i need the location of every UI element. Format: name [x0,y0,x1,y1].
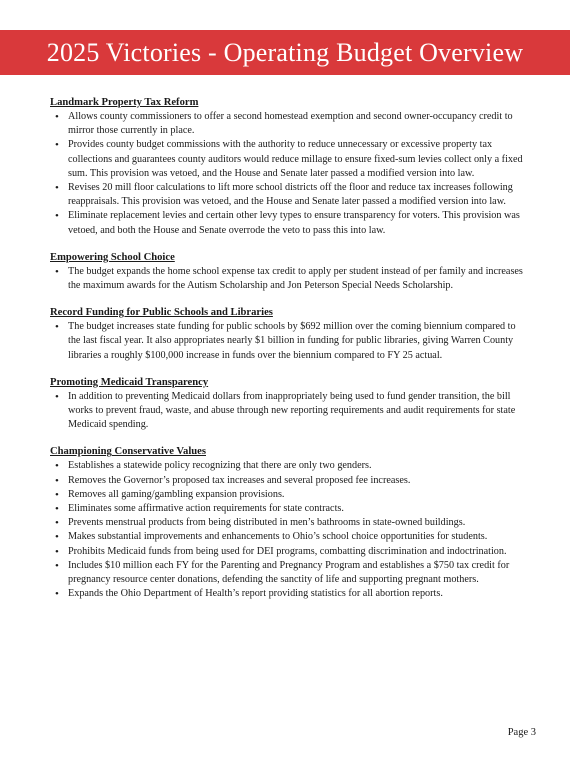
list-item: • Includes $10 million each FY for the Parenting and Pregnancy Program and establishes a $750 tax credit for pregnancy resource center donations, defending the sanctity of life and supporting pregnant mothers. [68,559,530,587]
list-item: • Makes substantial improvements and enhancements to Ohio’s school choice opportunities for students. [68,530,530,544]
section-medicaid-transparency [50,376,530,433]
list-item: • Provides county budget commissions with the authority to reduce unnecessary or excessive property tax collections and guarantees county auditors would reduce millage to ensure fixed-sum levies collect only a fixed sum. This provision was vetoed, and the House and Senate later passed a modified version into law. [68,138,530,181]
section-heading: Promoting Medicaid Transparency [50,376,209,388]
list-item: • Removes the Governor’s proposed tax increases and several proposed fee increases. [68,474,530,488]
list-item: • Prevents menstrual products from being distributed in men’s bathrooms in state-owned buildings. [68,516,530,530]
page-number: Page 3 [507,727,536,738]
list-item: • Eliminates some affirmative action requirements for state contracts. [68,502,530,516]
section-conservative-values [50,445,530,601]
list-item: • Eliminate replacement levies and certain other levy types to ensure transparency for voters. This provision was vetoed, and both the House and Senate overrode the veto to pass this into law. [68,209,530,237]
section-heading: Empowering School Choice [50,251,175,263]
bullet-list [50,320,530,363]
list-item: • In addition to preventing Medicaid dollars from inappropriately being used to fund gender transition, the bill works to prevent fraud, waste, and abuse through new reporting requirements and audit requirements for state Medicaid spending. [68,390,530,433]
page-title: 2025 Victories - Operating Budget Overview [46,37,524,67]
section-heading: Landmark Property Tax Reform [50,97,199,108]
list-item: • The budget increases state funding for public schools by $692 million over the coming biennium compared to the last fiscal year. It also appropriates nearly $1 billion in funding for public libraries, giving Warren County libraries a roughly $100,000 increase in funds over the biennium compared to FY 25 actual. [68,320,530,363]
section-school-library-funding [50,306,530,363]
bullet-list [50,265,530,293]
list-item: • Removes all gaming/gambling expansion provisions. [68,488,530,502]
section-heading: Championing Conservative Values [50,446,206,458]
list-item: • Expands the Ohio Department of Health’s report providing statistics for all abortion reports. [68,587,530,601]
section-property-tax [50,96,530,238]
bullet-list [50,459,530,601]
list-item: • Allows county commissioners to offer a second homestead exemption and second owner-occupancy credit to mirror those currently in place. [68,110,530,138]
section-heading: Record Funding for Public Schools and Libraries [50,307,273,319]
list-item: • Prohibits Medicaid funds from being used for DEI programs, combatting discrimination and indoctrination. [68,545,530,559]
title-banner [0,30,570,75]
document-body [50,96,530,614]
bullet-list [50,110,530,238]
list-item: • Revises 20 mill floor calculations to lift more school districts off the floor and reduce tax increases following reappraisals. This provision was vetoed, and the House and Senate later passed a modified version into law. [68,181,530,209]
list-item: • Establishes a statewide policy recognizing that there are only two genders. [68,459,530,473]
section-school-choice [50,251,530,293]
list-item: • The budget expands the home school expense tax credit to apply per student instead of per family and increases the maximum awards for the Autism Scholarship and Jon Peterson Special Needs Scholarship. [68,265,530,293]
bullet-list [50,390,530,433]
